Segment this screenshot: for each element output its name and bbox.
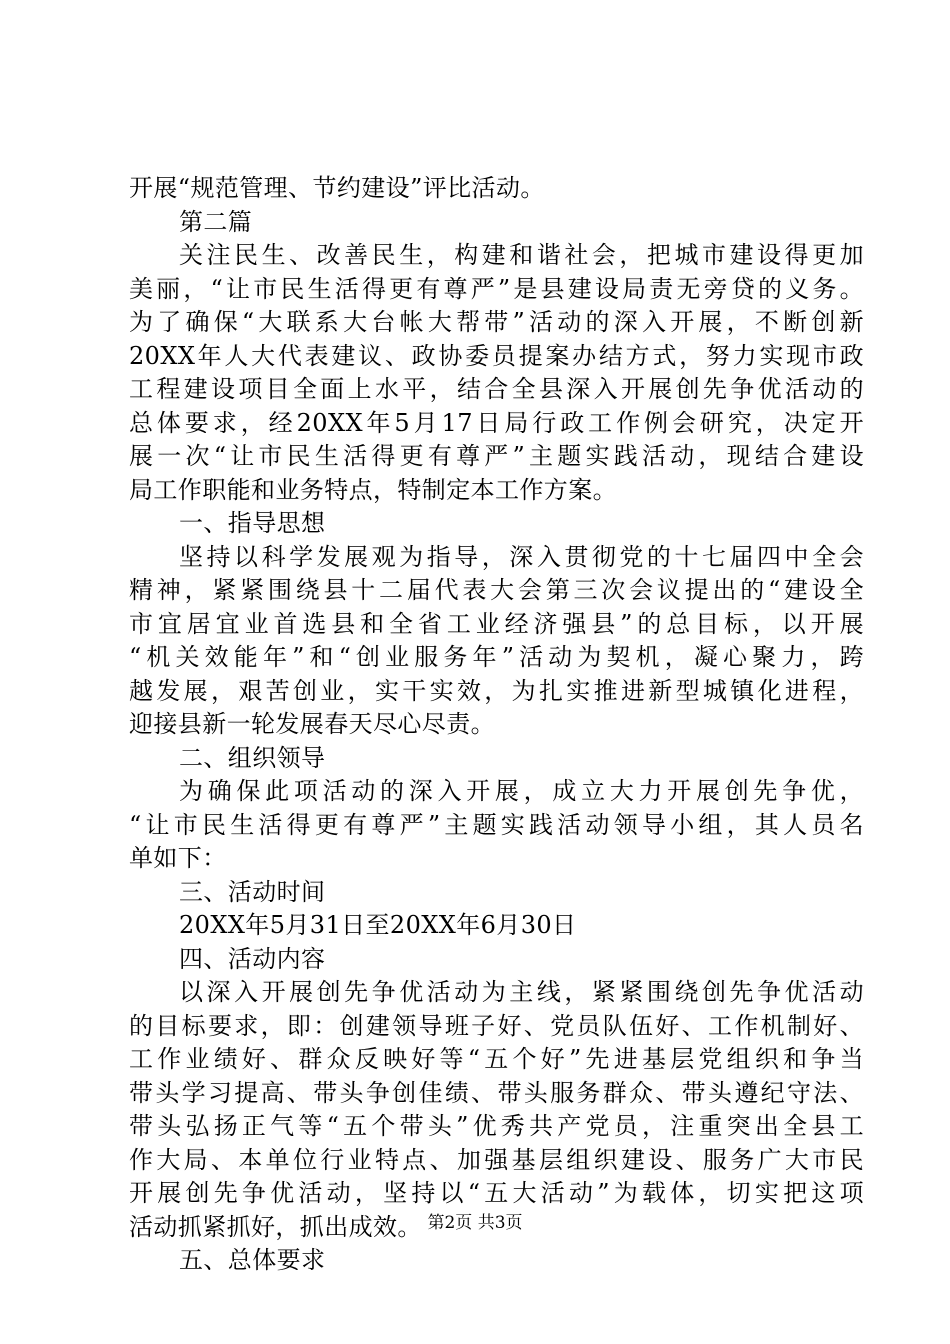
text-line: 关注民生、改善民生，构建和谐社会，把城市建设得更加 bbox=[179, 241, 864, 269]
text-line: 迎接县新一轮发展春天尽心尽责。 bbox=[129, 710, 495, 738]
text-line: 美丽，“让市民生活得更有尊严”是县建设局责无旁贷的义务。 bbox=[129, 274, 864, 303]
text-line: 二、组织领导 bbox=[179, 743, 326, 772]
text-line: 局工作职能和业务特点，特制定本工作方案。 bbox=[129, 475, 617, 504]
page-footer: 第2页 共3页 bbox=[427, 1213, 523, 1233]
text-line: 展一次“让市民生活得更有尊严”主题实践活动，现结合建设 bbox=[129, 442, 864, 470]
document-body bbox=[129, 172, 864, 1278]
text-line: 带头学习提高、带头争创佳绩、带头服务群众、带头遵纪守法、 bbox=[129, 1078, 864, 1107]
text-line: 五、总体要求 bbox=[179, 1246, 326, 1274]
text-line: 坚持以科学发展观为指导，深入贯彻党的十七届四中全会 bbox=[179, 542, 864, 571]
text-line: 20XX年人大代表建议、政协委员提案办结方式，努力实现市政 bbox=[129, 341, 864, 370]
text-line: 的目标要求，即：创建领导班子好、党员队伍好、工作机制好、 bbox=[129, 1011, 864, 1040]
text-line: 市宜居宜业首选县和全省工业经济强县”的总目标，以开展 bbox=[129, 609, 864, 638]
text-line: 三、活动时间 bbox=[179, 877, 326, 906]
text-line: 为了确保“大联系大台帐大帮带”活动的深入开展，不断创新 bbox=[129, 308, 864, 336]
text-line: 活动抓紧抓好，抓出成效。 bbox=[129, 1212, 422, 1241]
text-line: 单如下： bbox=[129, 844, 227, 872]
text-line: 开展“规范管理、节约建设”评比活动。 bbox=[129, 174, 545, 202]
text-line: 工程建设项目全面上水平，结合全县深入开展创先争优活动的 bbox=[129, 375, 864, 403]
text-line: 工作业绩好、群众反映好等“五个好”先进基层党组织和争当 bbox=[129, 1045, 864, 1073]
text-line: 为确保此项活动的深入开展，成立大力开展创先争优， bbox=[179, 777, 864, 805]
text-line: “让市民生活得更有尊严”主题实践活动领导小组，其人员名 bbox=[129, 810, 864, 839]
text-line: 作大局、本单位行业特点、加强基层组织建设、服务广大市民 bbox=[129, 1145, 864, 1174]
text-line: 带头弘扬正气等“五个带头”优秀共产党员，注重突出全县工 bbox=[129, 1112, 864, 1140]
text-line: 越发展，艰苦创业，实干实效，为扎实推进新型城镇化进程， bbox=[129, 676, 864, 705]
text-line: 一、指导思想 bbox=[179, 509, 326, 537]
text-line: 20XX年5月31日至20XX年6月30日 bbox=[179, 911, 577, 939]
text-line: 第二篇 bbox=[179, 207, 253, 236]
text-line: 四、活动内容 bbox=[179, 944, 326, 973]
text-line: 以深入开展创先争优活动为主线，紧紧围绕创先争优活动 bbox=[179, 978, 864, 1006]
text-line: 总体要求，经20XX年5月17日局行政工作例会研究，决定开 bbox=[129, 408, 864, 437]
text-line: 开展创先争优活动，坚持以“五大活动”为载体，切实把这项 bbox=[129, 1179, 864, 1207]
text-line: “机关效能年”和“创业服务年”活动为契机，凝心聚力，跨 bbox=[129, 643, 864, 671]
text-line: 精神，紧紧围绕县十二届代表大会第三次会议提出的“建设全 bbox=[129, 576, 864, 604]
